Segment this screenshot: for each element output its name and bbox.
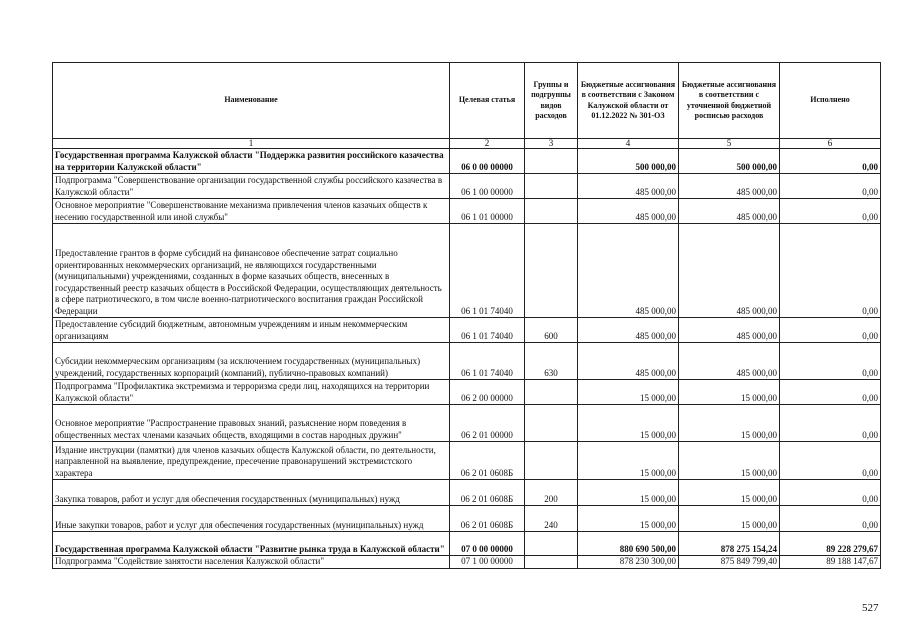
row-refined-amount: 15 000,00 [679,405,780,442]
row-expense-group [525,442,578,480]
row-target-article: 06 2 00 00000 [450,380,525,405]
row-name: Предоставление грантов в форме субсидий на финансовое обеспечение затрат социально ориентированных некоммерческих организаций, не являющихся государственными (муниципальными) учреждениями, созданных в форме казачьих обществ, внесенных в государственный реестр казачьих обществ в Российской Федерации, осуществляющих деятельность в сфере патриотического, в том числе военно-патриотического воспитания граждан Российской Федерации [53,224,450,318]
header-target-article: Целевая статья [450,63,525,139]
row-target-article: 06 2 01 0608Б [450,506,525,532]
row-law-amount: 15 000,00 [578,380,679,405]
table-row [53,343,881,380]
table-row [53,506,881,532]
header-name: Наименование [53,63,450,139]
column-number: 5 [679,139,780,149]
row-refined-amount: 15 000,00 [679,442,780,480]
row-executed-amount: 89 188 147,67 [780,556,881,569]
row-refined-amount: 878 275 154,24 [679,532,780,556]
row-law-amount: 485 000,00 [578,318,679,343]
header-executed: Исполнено [780,63,881,139]
row-expense-group [525,556,578,569]
row-law-amount: 15 000,00 [578,405,679,442]
column-number: 3 [525,139,578,149]
row-executed-amount: 0,00 [780,224,881,318]
row-law-amount: 15 000,00 [578,480,679,506]
row-refined-amount: 485 000,00 [679,343,780,380]
row-law-amount: 15 000,00 [578,506,679,532]
row-expense-group [525,380,578,405]
row-target-article: 06 1 00 00000 [450,174,525,199]
row-name: Субсидии некоммерческим организациям (за исключением государственных (муниципальных) учреждений, государственных корпораций (компаний), публично-правовых компаний) [53,343,450,380]
row-expense-group [525,405,578,442]
row-executed-amount: 0,00 [780,380,881,405]
row-executed-amount: 0,00 [780,506,881,532]
row-law-amount: 880 690 500,00 [578,532,679,556]
row-executed-amount: 0,00 [780,480,881,506]
row-name: Подпрограмма "Профилактика экстремизма и терроризма среди лиц, находящихся на территории Калужской области" [53,380,450,405]
column-number: 4 [578,139,679,149]
row-executed-amount: 0,00 [780,318,881,343]
row-expense-group [525,532,578,556]
row-law-amount: 485 000,00 [578,224,679,318]
table-row [53,405,881,442]
row-executed-amount: 0,00 [780,149,881,174]
row-target-article: 06 1 01 74040 [450,224,525,318]
row-name: Предоставление субсидий бюджетным, автономным учреждениям и иным некоммерческим организациям [53,318,450,343]
row-expense-group: 600 [525,318,578,343]
page-number: 527 [862,602,879,614]
row-law-amount: 500 000,00 [578,149,679,174]
table-row [53,442,881,480]
row-expense-group: 200 [525,480,578,506]
row-executed-amount: 0,00 [780,343,881,380]
table-row [53,149,881,174]
header-row [53,63,881,139]
row-name: Основное мероприятие "Совершенствование механизма привлечения членов казачьих обществ к несению государственной или иной службы" [53,199,450,224]
row-refined-amount: 485 000,00 [679,199,780,224]
row-name: Издание инструкции (памятки) для членов казачьих обществ Калужской области, по деятельности, направленной на выявление, предупреждение, пресечение правонарушений экстремистского характера [53,442,450,480]
row-target-article: 06 0 00 00000 [450,149,525,174]
row-law-amount: 485 000,00 [578,174,679,199]
table-row [53,224,881,318]
row-executed-amount: 0,00 [780,174,881,199]
row-refined-amount: 15 000,00 [679,506,780,532]
row-refined-amount: 500 000,00 [679,149,780,174]
row-executed-amount: 89 228 279,67 [780,532,881,556]
row-target-article: 06 2 01 00000 [450,405,525,442]
row-expense-group: 240 [525,506,578,532]
header-refined-allocations: Бюджетные ассигнования в соответствии с уточненной бюджетной росписью расходов [679,63,780,139]
row-refined-amount: 15 000,00 [679,480,780,506]
row-executed-amount: 0,00 [780,405,881,442]
table-row [53,318,881,343]
row-target-article: 06 1 01 00000 [450,199,525,224]
column-number-row [53,139,881,149]
row-target-article: 06 1 01 74040 [450,343,525,380]
row-target-article: 07 0 00 00000 [450,532,525,556]
table-row [53,174,881,199]
column-number: 6 [780,139,881,149]
row-name: Подпрограмма "Содействие занятости населения Калужской области" [53,556,450,569]
row-expense-group [525,224,578,318]
row-executed-amount: 0,00 [780,442,881,480]
header-law-allocations: Бюджетные ассигнования в соответствии с Законом Калужской области от 01.12.2022 № 301-ОЗ [578,63,679,139]
row-refined-amount: 485 000,00 [679,174,780,199]
row-name: Подпрограмма "Совершенствование организации государственной службы российского казачества в Калужской области" [53,174,450,199]
row-refined-amount: 485 000,00 [679,318,780,343]
row-refined-amount: 485 000,00 [679,224,780,318]
table-row [53,532,881,556]
row-law-amount: 15 000,00 [578,442,679,480]
row-name: Иные закупки товаров, работ и услуг для обеспечения государственных (муниципальных) нужд [53,506,450,532]
table-row [53,380,881,405]
row-expense-group [525,199,578,224]
column-number: 2 [450,139,525,149]
row-expense-group: 630 [525,343,578,380]
row-law-amount: 485 000,00 [578,343,679,380]
row-expense-group [525,149,578,174]
row-target-article: 06 2 01 0608Б [450,480,525,506]
row-name: Государственная программа Калужской области "Развитие рынка труда в Калужской области" [53,532,450,556]
row-name: Государственная программа Калужской области "Поддержка развития российского казачества на территории Калужской области" [53,149,450,174]
header-expense-groups: Группы и подгруппы видов расходов [525,63,578,139]
table-row [53,480,881,506]
row-law-amount: 485 000,00 [578,199,679,224]
row-law-amount: 878 230 300,00 [578,556,679,569]
row-name: Основное мероприятие "Распространение правовых знаний, разъяснение норм поведения в общественных местах членами казачьих обществ, входящими в состав народных дружин" [53,405,450,442]
row-target-article: 06 1 01 74040 [450,318,525,343]
row-target-article: 06 2 01 0608Б [450,442,525,480]
row-expense-group [525,174,578,199]
row-refined-amount: 15 000,00 [679,380,780,405]
column-number: 1 [53,139,450,149]
row-refined-amount: 875 849 799,40 [679,556,780,569]
row-executed-amount: 0,00 [780,199,881,224]
table-row [53,199,881,224]
budget-table [52,62,881,569]
row-name: Закупка товаров, работ и услуг для обеспечения государственных (муниципальных) нужд [53,480,450,506]
table-row [53,556,881,569]
row-target-article: 07 1 00 00000 [450,556,525,569]
